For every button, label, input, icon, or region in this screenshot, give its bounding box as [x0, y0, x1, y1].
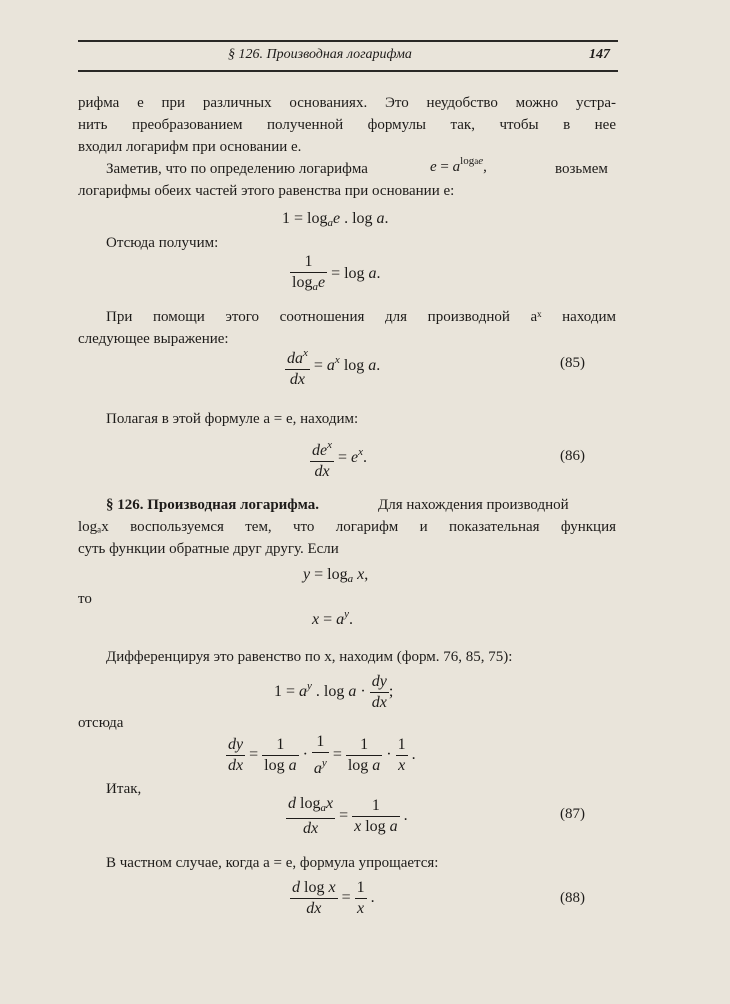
paragraph-6-line-1: Для нахождения производной	[378, 497, 569, 513]
paragraph-2-line-2: логарифмы обеих частей этого равенства при основании e:	[78, 183, 455, 199]
word-so: Итак,	[106, 781, 142, 797]
equation-number-88: (88)	[560, 890, 585, 906]
paragraph-7: Дифференцируя это равенство по x, находим (форм. 76, 85, 75):	[106, 649, 513, 665]
equation-y-log: $y = \log_a x$,	[303, 566, 369, 585]
definition-formula: $e = a^{logae}$,	[430, 155, 487, 175]
equation-log-identity: $1 = \log_ae$ . log a.	[282, 210, 389, 229]
running-header	[78, 47, 618, 69]
equation-86: $\frac{de^x}{dx}$ = $e^x$.	[312, 439, 368, 480]
word-to: то	[78, 591, 92, 607]
paragraph-2-line-1b: возьмем	[555, 161, 608, 177]
equation-number-85: (85)	[560, 355, 585, 371]
paragraph-4-line-1: При помощи этого соотношения для производной aˣ находим	[106, 309, 616, 325]
section-heading: § 126. Производная логарифма.	[106, 497, 320, 513]
word-hence: отсюда	[78, 715, 124, 731]
equation-differentiated: $1 = a^y$ . log a · $\frac{dy}{dx}$ ;	[274, 673, 394, 711]
equation-85: $\frac{da^x}{dx}$ = $a^x$ log a.	[287, 347, 381, 388]
equation-x-power: $x = a^y$.	[312, 608, 354, 628]
equation-87: $\frac{d \log_ax}{dx}$ = $\frac{1}{\text{x log a}}$ .	[288, 795, 408, 837]
paragraph-4-line-2: следующее выражение:	[78, 331, 229, 347]
header-title: § 126. Производная логарифма	[228, 47, 412, 62]
equation-number-86: (86)	[560, 448, 585, 464]
equation-number-87: (87)	[560, 806, 585, 822]
header-bottom-rule	[78, 70, 618, 72]
paragraph-6-line-2: logₐx воспользуемся тем, что логарифм и показательная функция	[78, 519, 616, 535]
paragraph-1-line-2: нить преобразованием полученной формулы так, чтобы в нее	[78, 117, 616, 133]
paragraph-2-line-1a: Заметив, что по определению логарифма	[106, 161, 368, 177]
paragraph-8: В частном случае, когда a = e, формула упрощается:	[106, 855, 439, 871]
paragraph-6-line-3: суть функции обратные друг другу. Если	[78, 541, 339, 557]
equation-dy-dx: $\frac{dy}{dx}$ = $\frac{1}{\text{log a}}$ · $\frac{1}{a^y}$ = $\frac{1}{\text{log a}}$ · $\frac{1}{x}$ .	[228, 733, 416, 777]
paragraph-3: Отсюда получим:	[106, 235, 219, 251]
equation-88: $\frac{\text{d log x}}{dx}$ = $\frac{1}{x}$ .	[292, 879, 375, 917]
page-number: 147	[589, 47, 610, 62]
paragraph-5: Полагая в этой формуле a = e, находим:	[106, 411, 359, 427]
paragraph-1-line-3: входил логарифм при основании e.	[78, 139, 302, 155]
equation-reciprocal: $\frac{1}{\log_ae}$ = log a.	[290, 252, 381, 297]
header-top-rule	[78, 40, 618, 42]
paragraph-1-line-1: рифма e при различных основаниях. Это неудобство можно устра-	[78, 95, 616, 111]
